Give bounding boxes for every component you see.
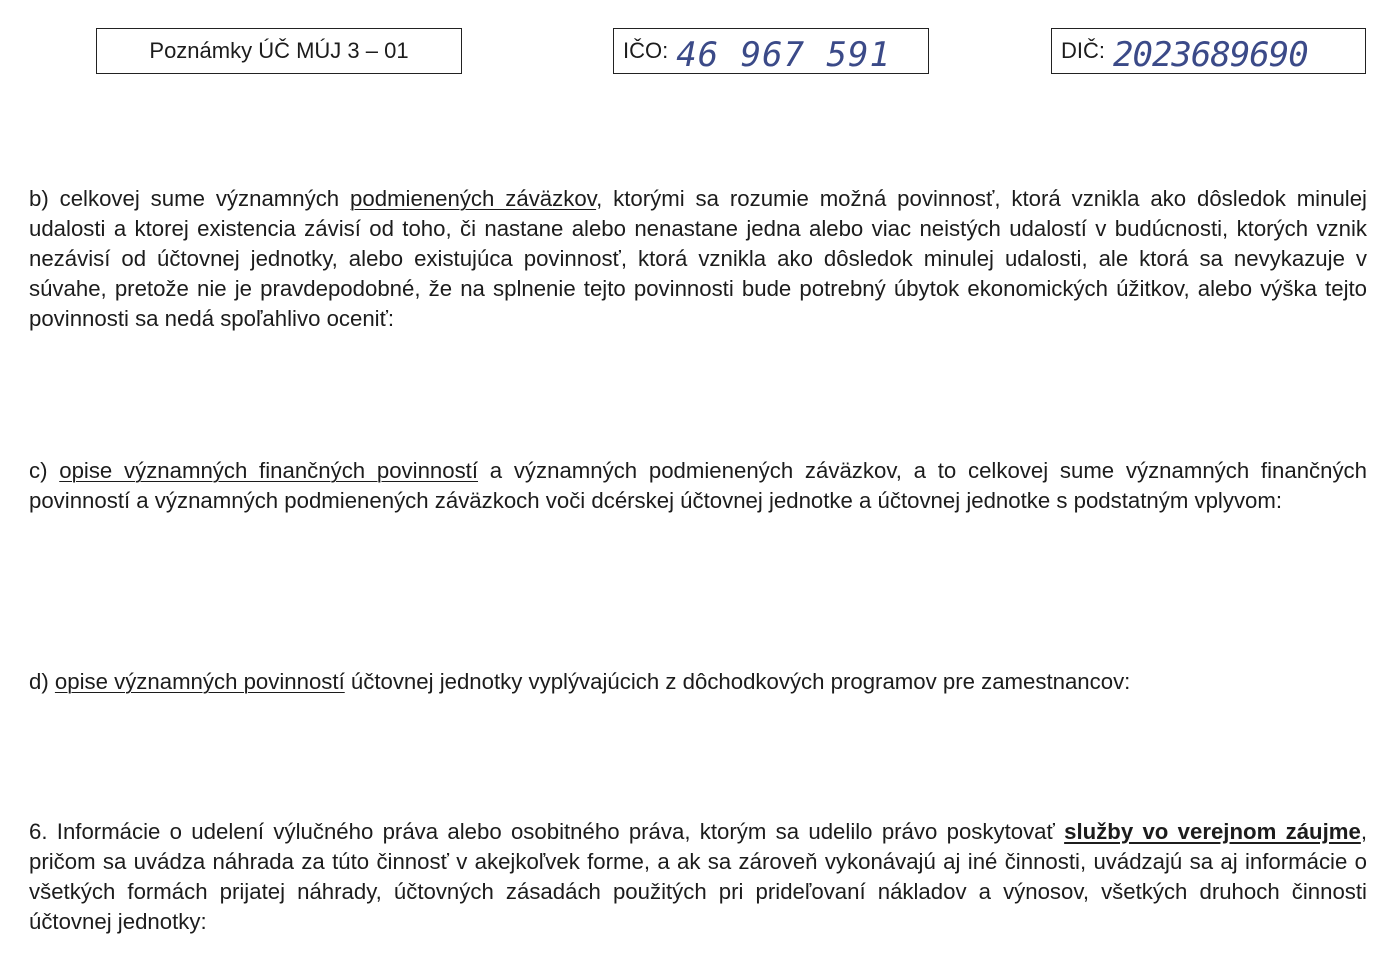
section-b-prefix: b) celkovej sume významných bbox=[29, 186, 351, 211]
dic-value: 2023689690 bbox=[1113, 35, 1308, 75]
section-c-text: a významných podmienených záväzkov, a to celkovej sume významných finančných povinností a významných podmienených záväzkoch voči dcérskej účtovnej jednotke a účtovnej jednotke s podstatným vplyvom: bbox=[29, 458, 1367, 513]
section-c-prefix: c) bbox=[29, 458, 60, 483]
section-d-prefix: d) bbox=[29, 669, 55, 694]
ico-value: 46 967 591 bbox=[676, 35, 891, 75]
section-6-prefix: 6. Informácie o udelení výlučného práva alebo osobitného práva, ktorým sa udelilo právo poskytovať bbox=[29, 819, 1065, 844]
section-b-text: , ktorými sa rozumie možná povinnosť, ktorá vznikla ako dôsledok minulej udalosti a ktorej existencia závisí od toho, či nastane alebo nenastane jedna alebo viac neistých udalostí v budúcnosti, ktorých vznik nezávisí od účtovnej jednotky, alebo existujúca povinnosť, ktorá vznikla ako dôsledok minulej udalosti, ale ktorá sa nevykazuje v súvahe, pretože nie je pravdepodobné, že na splnenie tejto povinnosti bude potrebný úbytok ekonomických úžitkov, alebo výška tejto povinnosti sa nedá spoľahlivo oceniť: bbox=[29, 186, 1367, 331]
section-c-paragraph bbox=[29, 456, 1367, 516]
dic-label: DIČ: bbox=[1061, 38, 1105, 63]
ico-box bbox=[613, 28, 929, 74]
section-d-text: účtovnej jednotky vyplývajúcich z dôchodkových programov pre zamestnancov: bbox=[344, 669, 1131, 694]
section-6-paragraph bbox=[29, 817, 1367, 937]
section-6-text: , pričom sa uvádza náhrada za túto činnosť v akejkoľvek forme, a ak sa zároveň vykonávajú aj iné činnosti, uvádzajú sa aj informácie o všetkých formách prijatej náhrady, účtovných zásadách použitých pri prideľovaní nákladov a výnosov, všetkých druhoch činnosti účtovnej jednotky: bbox=[29, 819, 1367, 934]
ico-label: IČO: bbox=[623, 38, 669, 63]
section-d-paragraph bbox=[29, 667, 1367, 697]
section-6-bold-underlined: služby vo verejnom záujme bbox=[1064, 819, 1361, 844]
header-title-box bbox=[96, 28, 462, 74]
section-b-paragraph bbox=[29, 184, 1367, 334]
section-c-underlined: opise významných finančných povinností bbox=[59, 458, 479, 483]
dic-box bbox=[1051, 28, 1366, 74]
section-b-underlined: podmienených záväzkov bbox=[350, 186, 597, 211]
document-title: Poznámky ÚČ MÚJ 3 – 01 bbox=[149, 38, 409, 63]
section-d-underlined: opise významných povinností bbox=[54, 669, 345, 694]
